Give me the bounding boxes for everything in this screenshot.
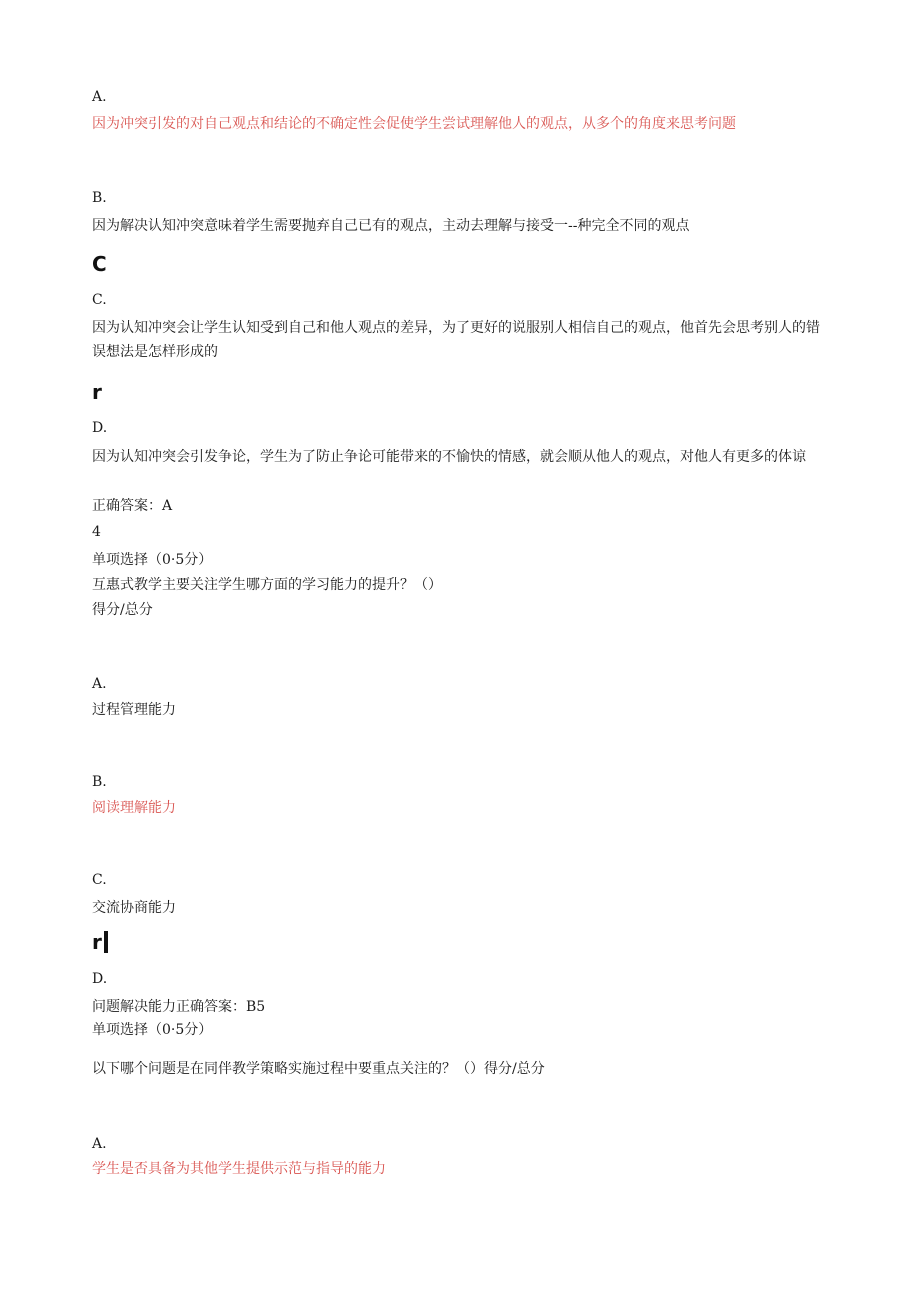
q4-option-c-letter: C.: [92, 872, 107, 888]
q3-option-b-letter: B.: [92, 190, 107, 206]
q5-question: 以下哪个问题是在同伴教学策略实施过程中要重点关注的？（）得分/总分: [92, 1061, 545, 1077]
q3-option-c-letter: C.: [92, 292, 107, 308]
q3-option-c-marker: C: [92, 252, 107, 276]
q4-number: 4: [92, 524, 101, 540]
q4-option-d-marker-char: r: [92, 930, 102, 954]
q3-option-b-text[interactable]: 因为解决认知冲突意味着学生需要抛弃自己已有的观点，主动去理解与接受一--种完全不同的观点: [92, 218, 690, 234]
q5-option-a-text[interactable]: 学生是否具备为其他学生提供示范与指导的能力: [92, 1161, 386, 1177]
q4-option-d-letter: D.: [92, 971, 108, 987]
q4-option-d-marker: [92, 930, 108, 954]
q3-option-c-text[interactable]: 因为认知冲突会让学生认知受到自己和他人观点的差异，为了更好的说服别人相信自己的观点，他首先会思考别人的错误想法是怎样形成的: [92, 320, 820, 360]
q3-option-d-letter: D.: [92, 420, 108, 436]
q3-correct-answer: 正确答案：A: [92, 498, 173, 514]
q4-option-d-text[interactable]: 问题解决能力正确答案：B5: [92, 999, 266, 1015]
q4-option-a-letter: A.: [92, 676, 107, 692]
q4-type: 单项选择（0·5分）: [92, 552, 213, 568]
q4-option-b-letter: B.: [92, 774, 107, 790]
q4-option-a-text[interactable]: 过程管理能力: [92, 702, 176, 718]
q3-option-d-text[interactable]: 因为认知冲突会引发争论，学生为了防止争论可能带来的不愉快的情感，就会顺从他人的观点，对他人有更多的体谅: [92, 449, 806, 465]
cursor-bar-icon: [104, 931, 108, 953]
q4-score: 得分/总分: [92, 602, 153, 618]
q4-option-c-text[interactable]: 交流协商能力: [92, 900, 176, 916]
q4-question: 互惠式教学主要关注学生哪方面的学习能力的提升？（）: [92, 577, 442, 593]
q3-option-d-marker: r: [92, 380, 102, 404]
q5-option-a-letter: A.: [92, 1136, 107, 1152]
q3-option-a-letter: A.: [92, 89, 107, 105]
q3-option-a-text[interactable]: 因为冲突引发的对自己观点和结论的不确定性会促使学生尝试理解他人的观点，从多个的角度来思考问题: [92, 116, 736, 132]
q5-type: 单项选择（0·5分）: [92, 1022, 213, 1038]
q4-option-b-text[interactable]: 阅读理解能力: [92, 800, 176, 816]
